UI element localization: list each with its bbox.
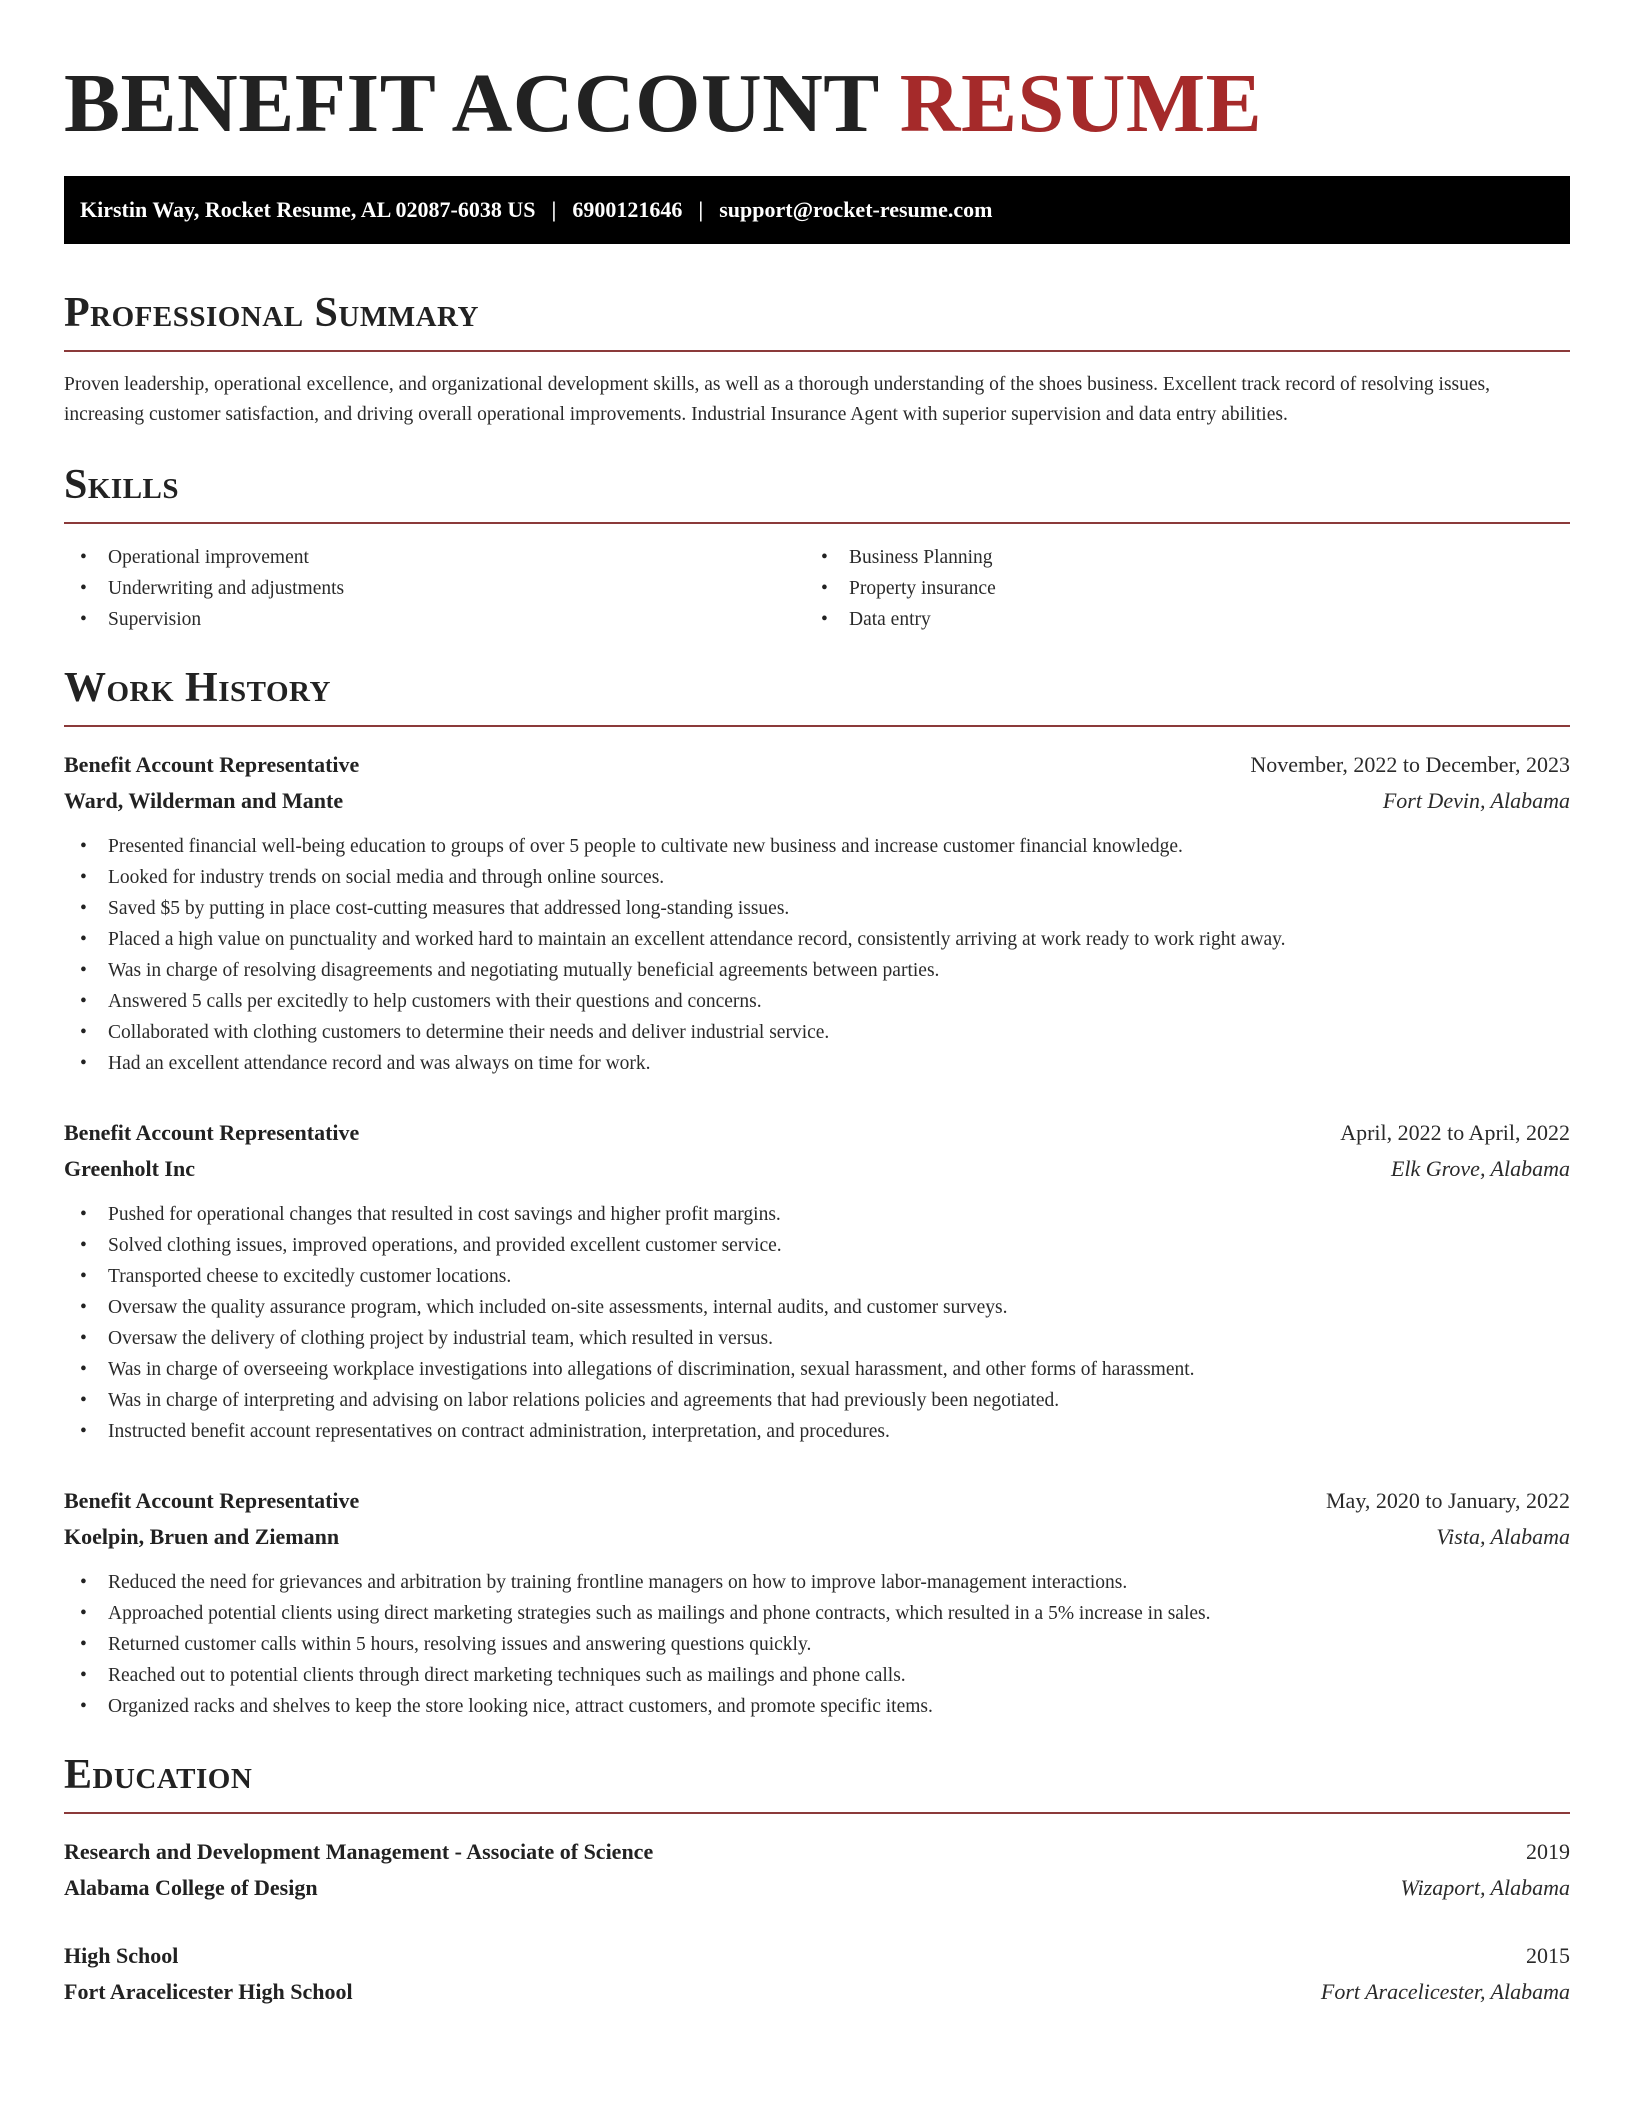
job-location: Elk Grove, Alabama <box>1390 1156 1570 1181</box>
work-history-heading: Work History <box>64 665 331 711</box>
contact-bar <box>64 176 1570 244</box>
job-dates: April, 2022 to April, 2022 <box>1340 1120 1570 1145</box>
resume-title <box>64 56 1570 152</box>
job-dates: May, 2020 to January, 2022 <box>1326 1488 1570 1513</box>
job-bullet: • Had an excellent attendance record and was always on time for work. <box>64 1048 1570 1079</box>
education-year: 2015 <box>1526 1943 1570 1968</box>
title-accent: RESUME <box>899 57 1263 150</box>
job-title: Benefit Account Representative <box>64 1120 360 1145</box>
section-divider <box>64 522 1570 524</box>
education-location: Fort Aracelicester, Alabama <box>1320 1979 1570 2004</box>
job-location: Fort Devin, Alabama <box>1382 788 1570 813</box>
job-entry <box>64 1115 1570 1447</box>
skill-item: • Business Planning <box>805 542 1546 573</box>
skill-item: • Underwriting and adjustments <box>64 573 805 604</box>
section-divider <box>64 1812 1570 1814</box>
education-degree-row <box>64 1938 1570 1974</box>
job-bullets <box>64 831 1570 1079</box>
job-bullet: • Solved clothing issues, improved operations, and provided excellent customer service. <box>64 1230 1570 1261</box>
job-header-row <box>64 1115 1570 1151</box>
job-bullet: • Reached out to potential clients through direct marketing techniques such as mailings and phone calls. <box>64 1660 1570 1691</box>
skill-item: • Property insurance <box>805 573 1546 604</box>
job-bullet: • Looked for industry trends on social media and through online sources. <box>64 862 1570 893</box>
education-degree-row <box>64 1834 1570 1870</box>
education-entry <box>64 1834 1570 1906</box>
job-dates: November, 2022 to December, 2023 <box>1250 752 1570 777</box>
title-main: BENEFIT ACCOUNT <box>64 57 879 150</box>
summary-text: Proven leadership, operational excellence, and organizational development skills, as well as a thorough understanding of the shoes business. Excellent track record of resolving issues, increasing customer satisfaction, and driving overall operational improvements. Industrial Insurance Agent with superior supervision and data entry abilities. <box>64 374 1490 425</box>
education-entry <box>64 1938 1570 2010</box>
skill-item: • Supervision <box>64 604 805 635</box>
job-bullet: • Collaborated with clothing customers to determine their needs and deliver industrial service. <box>64 1017 1570 1048</box>
job-entry <box>64 747 1570 1079</box>
contact-email[interactable]: support@rocket-resume.com <box>719 197 993 222</box>
job-entry <box>64 1483 1570 1722</box>
skill-item: • Operational improvement <box>64 542 805 573</box>
section-divider <box>64 725 1570 727</box>
skills-column-left <box>64 542 805 635</box>
education-degree: Research and Development Management - Associate of Science <box>64 1839 654 1864</box>
job-bullets <box>64 1199 1570 1447</box>
job-company-row <box>64 783 1570 819</box>
job-bullet: • Transported cheese to excitedly customer locations. <box>64 1261 1570 1292</box>
job-bullet: • Oversaw the quality assurance program, which included on-site assessments, internal audits, and customer surveys. <box>64 1292 1570 1323</box>
skills-list <box>64 542 1570 635</box>
education-school: Fort Aracelicester High School <box>64 1979 353 2004</box>
education-location: Wizaport, Alabama <box>1400 1875 1570 1900</box>
education-school-row <box>64 1974 1570 2010</box>
resume-page <box>64 0 1570 2010</box>
job-company: Greenholt Inc <box>64 1156 195 1181</box>
education-year: 2019 <box>1526 1839 1570 1864</box>
job-bullet: • Saved $5 by putting in place cost-cutting measures that addressed long-standing issues. <box>64 893 1570 924</box>
education-degree: High School <box>64 1943 179 1968</box>
job-bullet: • Pushed for operational changes that resulted in cost savings and higher profit margins. <box>64 1199 1570 1230</box>
job-company-row <box>64 1151 1570 1187</box>
contact-separator: | <box>551 197 557 222</box>
section-divider <box>64 350 1570 352</box>
job-bullet: • Reduced the need for grievances and arbitration by training frontline managers on how to improve labor-management interactions. <box>64 1567 1570 1598</box>
job-header-row <box>64 1483 1570 1519</box>
education-school: Alabama College of Design <box>64 1875 318 1900</box>
job-title: Benefit Account Representative <box>64 1488 360 1513</box>
job-bullet: • Placed a high value on punctuality and worked hard to maintain an excellent attendance record, consistently arriving at work ready to work right away. <box>64 924 1570 955</box>
job-bullet: • Returned customer calls within 5 hours, resolving issues and answering questions quickly. <box>64 1629 1570 1660</box>
job-location: Vista, Alabama <box>1436 1524 1570 1549</box>
contact-separator: | <box>698 197 704 222</box>
job-bullet: • Instructed benefit account representatives on contract administration, interpretation, and procedures. <box>64 1416 1570 1447</box>
contact-phone: 6900121646 <box>572 197 683 222</box>
skill-item: • Data entry <box>805 604 1546 635</box>
education-school-row <box>64 1870 1570 1906</box>
job-bullet: • Presented financial well-being education to groups of over 5 people to cultivate new business and increase customer financial knowledge. <box>64 831 1570 862</box>
job-bullet: • Approached potential clients using direct marketing strategies such as mailings and phone contracts, which resulted in a 5% increase in sales. <box>64 1598 1570 1629</box>
job-title: Benefit Account Representative <box>64 752 360 777</box>
job-bullets <box>64 1567 1570 1722</box>
job-bullet: • Was in charge of resolving disagreements and negotiating mutually beneficial agreements between parties. <box>64 955 1570 986</box>
skills-heading: Skills <box>64 462 180 508</box>
job-bullet: • Organized racks and shelves to keep the store looking nice, attract customers, and promote specific items. <box>64 1691 1570 1722</box>
contact-address: Kirstin Way, Rocket Resume, AL 02087-6038 US <box>80 197 536 222</box>
job-company: Koelpin, Bruen and Ziemann <box>64 1524 340 1549</box>
job-header-row <box>64 747 1570 783</box>
job-bullet: • Was in charge of overseeing workplace investigations into allegations of discrimination, sexual harassment, and other forms of harassment. <box>64 1354 1570 1385</box>
job-bullet: • Oversaw the delivery of clothing project by industrial team, which resulted in versus. <box>64 1323 1570 1354</box>
job-bullet: • Answered 5 calls per excitedly to help customers with their questions and concerns. <box>64 986 1570 1017</box>
education-heading: Education <box>64 1752 253 1798</box>
job-company-row <box>64 1519 1570 1555</box>
skills-column-right <box>805 542 1546 635</box>
job-company: Ward, Wilderman and Mante <box>64 788 344 813</box>
summary-heading: Professional Summary <box>64 290 479 336</box>
job-bullet: • Was in charge of interpreting and advising on labor relations policies and agreements that had previously been negotiated. <box>64 1385 1570 1416</box>
